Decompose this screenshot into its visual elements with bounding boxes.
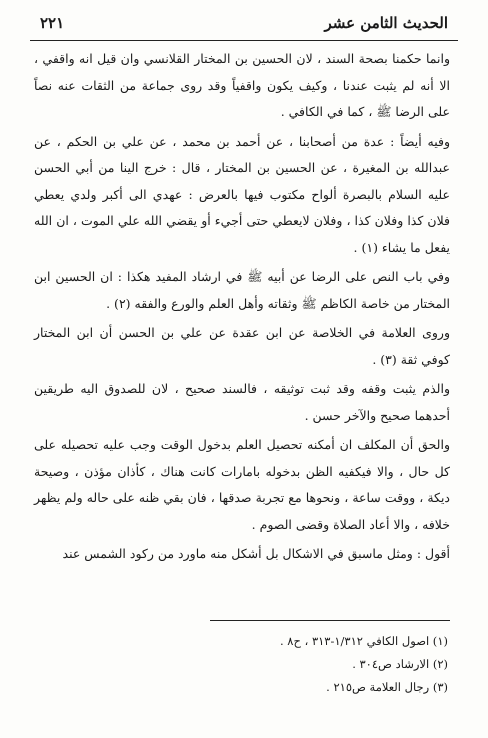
paragraph: والذم يثبت وقفه وقد ثبت توثيقه ، فالسند صحيح ، لان للصدوق اليه طريقين أحدهما صحيح والآخر حسن . [34, 381, 450, 423]
footnote: (١) اصول الكافي ١/٣١٢-٣١٣ ، ح٨ . [279, 634, 448, 648]
paragraph: أقول : ومثل ماسبق في الاشكال بل أشكل منه ماورد من ركود الشمس عند [62, 546, 450, 561]
paragraph: وفيه أيضاً : عدة من أصحابنا ، عن أحمد بن محمد ، عن علي بن الحكم ، عن عبدالله بن المغيرة ، عن الحسين بن المختار ، قال : خرج الينا من أبي الحسن عليه السلام بالبصرة ألواح مكتوب فيها بالعرض : عهدي الى أكبر ولدي يعطي فلان كذا وفلان كذا ، وفلان لايعطي حتى أجيء أو يقضي الله علي الموت ، ان الله يفعل ما يشاء (١) . [34, 133, 450, 255]
paragraph: وانما حكمنا بصحة السند ، لان الحسين بن المختار القلانسي وان قيل انه واقفي ، الا أنه لم يثبت عندنا ، وكيف يكون واقفياً وقد روى جماعة من الثقات عنه نصاً على الرضا ﷺ ، كما في الكافي . [34, 51, 450, 119]
paragraph: وروى العلامة في الخلاصة عن ابن عقدة عن علي بن الحسن أن ابن المختار كوفي ثقة (٣) . [34, 325, 450, 367]
footnote-divider [210, 620, 450, 621]
paragraph: وفي باب النص على الرضا عن أبيه ﷺ في ارشاد المفيد هكذا : ان الحسين ابن المختار من خاصة الكاظم ﷺ وثقاته وأهل العلم والورع والفقه (٢) . [34, 269, 450, 311]
header-divider [30, 40, 458, 41]
footnotes [34, 630, 448, 699]
running-header-title: الحديث الثامن عشر [324, 14, 448, 32]
footnote: (٣) رجال العلامة ص٢١٥ . [326, 680, 448, 694]
footnote: (٢) الارشاد ص٣٠٤ . [352, 657, 448, 671]
main-text [34, 46, 450, 571]
page-number: ٢٢١ [40, 14, 65, 32]
paragraph: والحق أن المكلف ان أمكنه تحصيل العلم بدخول الوقت وجب عليه تحصيله على كل حال ، والا فيكفيه الظن بدخوله بامارات كانت هناك ، كأذان مؤذن ، وصيحة ديكة ، ووقت ساعة ، ونحوها مع تجربة صدقها ، فان بقي ظنه على حاله ولم يظهر خلافه ، والا أعاد الصلاة وقضى الصوم . [34, 437, 450, 532]
